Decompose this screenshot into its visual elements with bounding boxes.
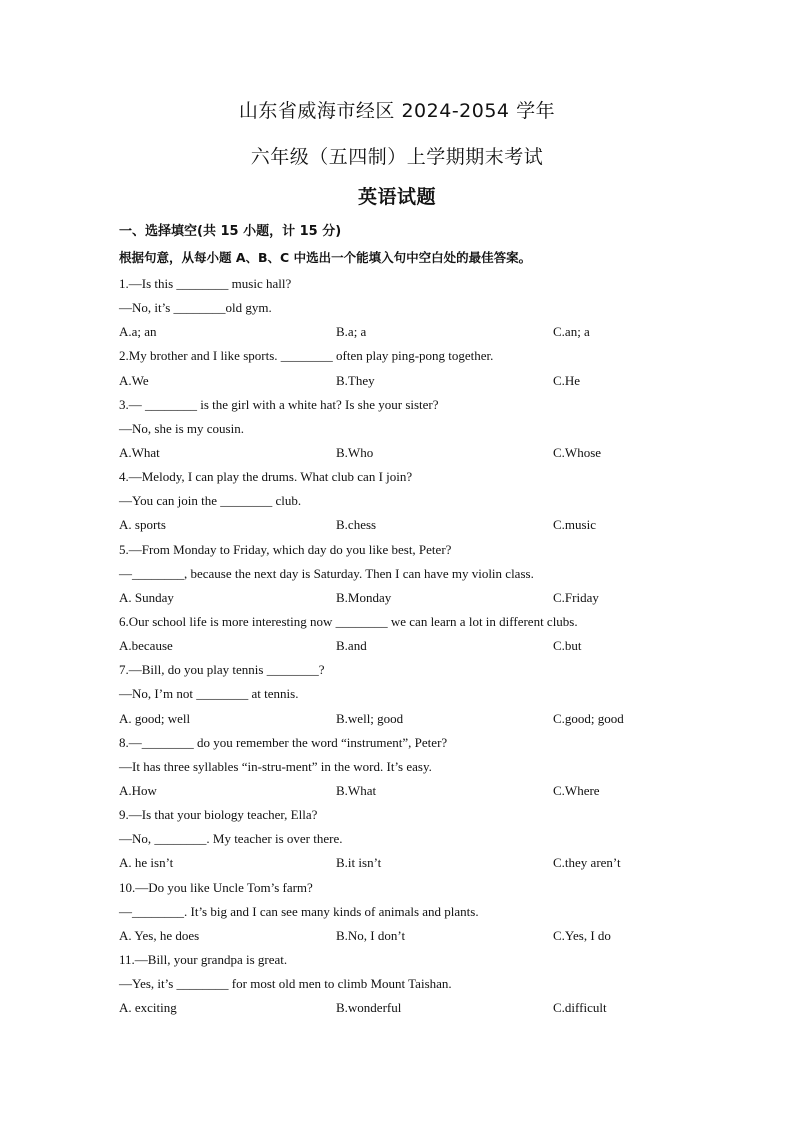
question-text: 1.—Is this ________ music hall?: [119, 276, 292, 291]
option-b: B.a; a: [336, 324, 367, 340]
option-b: B.They: [336, 372, 375, 388]
option-b: B.What: [336, 782, 377, 798]
option-row: [119, 513, 699, 537]
option-c: C.Yes, I do: [553, 927, 611, 943]
option-row: [119, 441, 699, 465]
question-text: —No, she is my cousin.: [119, 420, 244, 436]
option-row: [119, 586, 699, 610]
option-row: [119, 634, 699, 658]
question-1: [119, 272, 699, 344]
option-b: B.wonderful: [336, 1000, 402, 1016]
option-a: A. Yes, he does: [119, 927, 200, 943]
option-b: B.chess: [336, 517, 377, 533]
option-a: A.a; an: [119, 324, 157, 340]
question-text: —No, ________. My teacher is over there.: [119, 831, 343, 847]
option-b: B.and: [336, 638, 367, 654]
question-text: —No, it’s ________old gym.: [119, 300, 272, 316]
option-a: A. he isn’t: [119, 855, 174, 871]
option-a: A.We: [119, 372, 149, 388]
question-4: [119, 465, 699, 537]
option-b: B.Monday: [336, 589, 392, 605]
option-row: [119, 996, 699, 1020]
option-c: C.music: [553, 517, 596, 533]
question-text: —Yes, it’s ________ for most old men to climb Mount Taishan.: [119, 976, 452, 992]
question-text: —It has three syllables “in-stru-ment” in the word. It’s easy.: [119, 758, 432, 774]
exam-subject-title: 英语试题: [357, 186, 436, 208]
option-c: C.He: [553, 372, 581, 388]
question-text: —________. It’s big and I can see many kinds of animals and plants.: [119, 903, 479, 919]
question-text: 2.My brother and I like sports. ________ often play ping-pong together.: [119, 348, 494, 364]
question-11: [119, 948, 699, 1020]
option-row: [119, 707, 699, 731]
option-c: C.good; good: [553, 710, 624, 726]
option-c: C.Where: [553, 782, 600, 798]
option-a: A.How: [119, 782, 157, 798]
question-text: —No, I’m not ________ at tennis.: [119, 686, 299, 702]
question-text: 4.—Melody, I can play the drums. What club can I join?: [119, 469, 413, 485]
question-9: [119, 803, 699, 875]
question-3: [119, 393, 699, 465]
option-c: C.Friday: [553, 589, 599, 605]
question-text: —________, because the next day is Saturday. Then I can have my violin class.: [119, 565, 534, 581]
question-10: [119, 876, 699, 948]
section-heading: 一、选择填空(共 15 小题，计 15 分): [119, 224, 342, 239]
option-a: A.What: [119, 444, 160, 460]
question-text: 9.—Is that your biology teacher, Ella?: [119, 807, 318, 823]
option-b: B.well; good: [336, 710, 404, 726]
option-b: B.it isn’t: [336, 855, 382, 871]
option-b: B.Who: [336, 444, 374, 460]
question-8: [119, 731, 699, 803]
option-c: C.difficult: [553, 1000, 607, 1016]
question-list: [119, 272, 699, 1020]
question-6: [119, 610, 699, 658]
option-c: C.an; a: [553, 324, 590, 340]
question-text: —You can join the ________ club.: [119, 493, 302, 509]
option-a: A. Sunday: [119, 589, 174, 605]
option-a: A. sports: [119, 517, 166, 533]
question-text: 3.— ________ is the girl with a white hat? Is she your sister?: [119, 396, 439, 412]
question-7: [119, 658, 699, 730]
option-a: A. exciting: [119, 1000, 177, 1016]
question-text: 11.—Bill, your grandpa is great.: [119, 951, 288, 967]
option-c: C.they aren’t: [553, 855, 621, 871]
option-row: [119, 924, 699, 948]
question-text: 7.—Bill, do you play tennis ________?: [119, 662, 325, 678]
question-5: [119, 538, 699, 610]
option-row: [119, 851, 699, 875]
option-c: C.Whose: [553, 444, 602, 460]
section-instruction: 根据句意，从每小题 A、B、C 中选出一个能填入句中空白处的最佳答案。: [119, 250, 532, 265]
option-b: B.No, I don’t: [336, 927, 406, 943]
exam-title-line-1: 山东省威海市经区 2024-2054 学年: [238, 100, 556, 122]
question-text: 10.—Do you like Uncle Tom’s farm?: [119, 879, 313, 895]
option-row: [119, 779, 699, 803]
exam-title-line-2: 六年级（五四制）上学期期末考试: [250, 146, 544, 168]
question-text: 6.Our school life is more interesting now ________ we can learn a lot in different clubs.: [119, 613, 578, 629]
question-text: 5.—From Monday to Friday, which day do you like best, Peter?: [119, 541, 452, 557]
option-a: A.because: [119, 638, 173, 654]
question-text: 8.—________ do you remember the word “instrument”, Peter?: [119, 734, 448, 750]
question-2: [119, 344, 699, 392]
option-row: [119, 320, 699, 344]
option-c: C.but: [553, 638, 582, 654]
option-row: [119, 369, 699, 393]
option-a: A. good; well: [119, 710, 191, 726]
